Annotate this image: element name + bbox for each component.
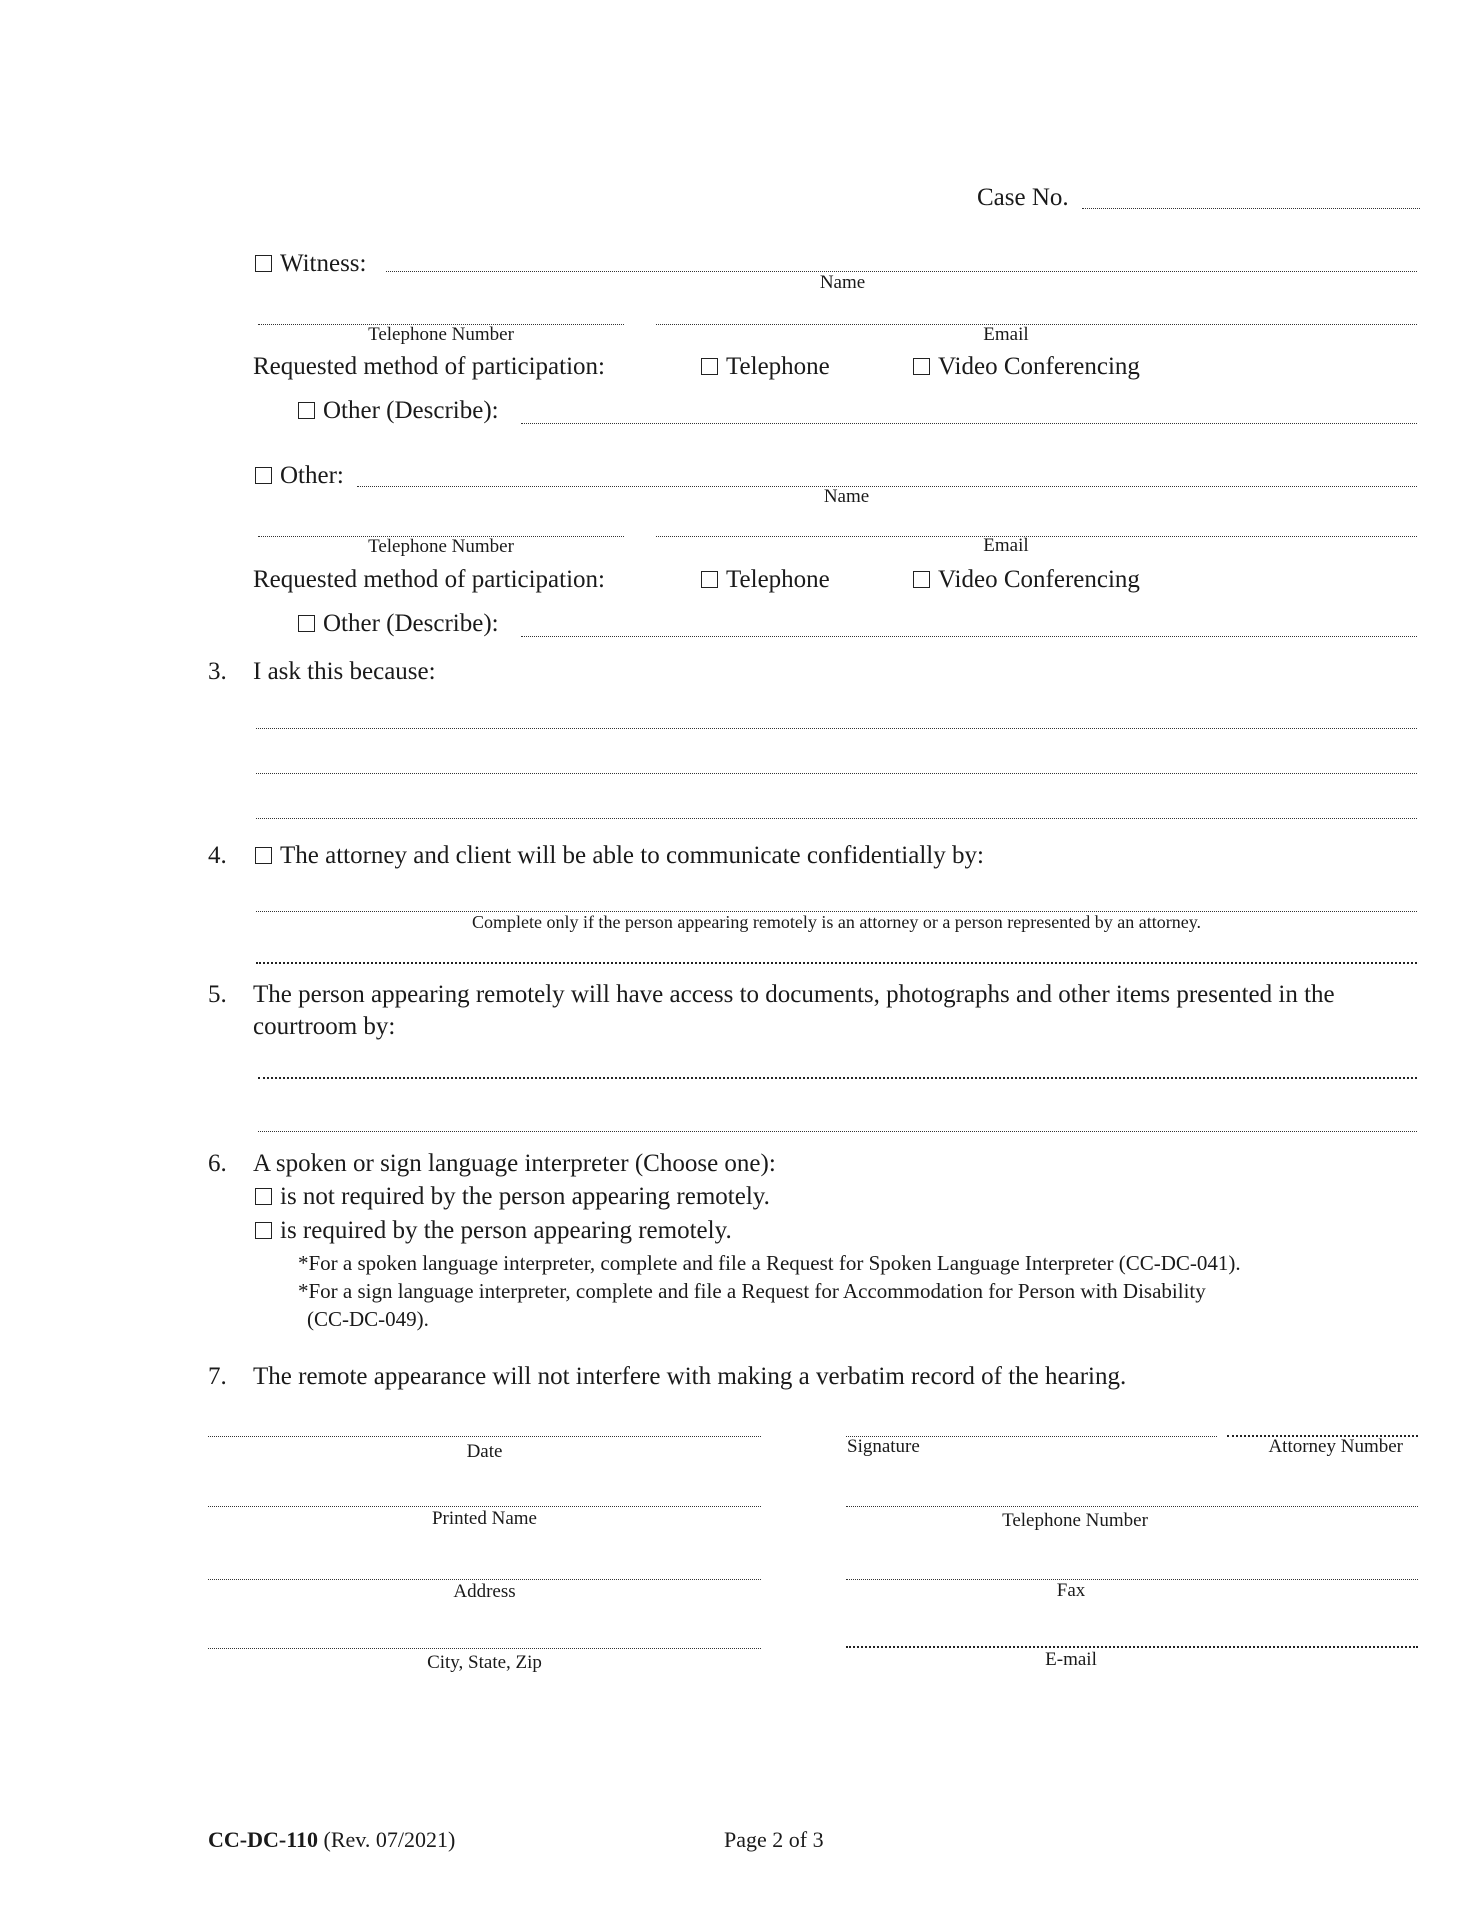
witness-video-checkbox[interactable]	[913, 358, 930, 375]
page-number: Page 2 of 3	[724, 1827, 824, 1852]
item3-number: 3.	[208, 658, 227, 685]
witness-other-describe-option[interactable]: Other (Describe):	[298, 396, 499, 426]
item6-required-checkbox[interactable]	[255, 1222, 272, 1239]
other-other-describe-option[interactable]: Other (Describe):	[298, 609, 499, 639]
item3-line-1[interactable]	[256, 728, 1417, 729]
witness-other-describe-checkbox[interactable]	[298, 402, 315, 419]
form-id-footer	[208, 1826, 455, 1854]
witness-telephone-caption: Telephone Number	[368, 324, 514, 345]
address-caption: Address	[453, 1581, 516, 1602]
printed-name-caption: Printed Name	[431, 1508, 537, 1529]
other-name-caption: Name	[823, 486, 870, 507]
item6-note1: *For a spoken language interpreter, complete and file a Request for Spoken Language Interpreter (CC-DC-041).	[298, 1251, 1241, 1275]
address-field[interactable]	[208, 1579, 761, 1580]
item6-option-required[interactable]: is required by the person appearing remotely.	[255, 1216, 732, 1246]
item5-line-2[interactable]	[258, 1131, 1417, 1132]
witness-telephone-checkbox[interactable]	[701, 358, 718, 375]
item7-number: 7.	[208, 1363, 227, 1390]
item5-line2: courtroom by:	[253, 1013, 396, 1040]
witness-other-describe-field[interactable]	[521, 423, 1417, 424]
witness-checkbox-row[interactable]	[255, 249, 367, 279]
other-video-checkbox[interactable]	[913, 571, 930, 588]
email-field[interactable]	[846, 1646, 1418, 1648]
attorney-number-caption: Attorney Number	[1268, 1436, 1403, 1457]
witness-video-option[interactable]: Video Conferencing	[913, 352, 1140, 382]
item5-line1: The person appearing remotely will have access to documents, photographs and other items presented in the	[253, 981, 1335, 1008]
witness-label: Witness:	[280, 250, 367, 277]
item5-line-1[interactable]	[258, 1077, 1417, 1079]
witness-checkbox[interactable]	[255, 255, 272, 272]
item4-note: Complete only if the person appearing remotely is an attorney or a person represented by an attorney.	[471, 912, 1202, 932]
witness-method-label: Requested method of participation:	[253, 353, 605, 380]
printed-name-field[interactable]	[208, 1506, 761, 1507]
item6-text: A spoken or sign language interpreter (Choose one):	[253, 1150, 776, 1177]
form-revision: (Rev. 07/2021)	[323, 1827, 456, 1852]
item4-checkbox[interactable]	[255, 847, 272, 864]
city-state-zip-field[interactable]	[208, 1648, 761, 1649]
other-checkbox-row[interactable]	[255, 461, 344, 491]
item6-note3: (CC-DC-049).	[307, 1307, 429, 1331]
other-telephone-checkbox[interactable]	[701, 571, 718, 588]
item3-line-3[interactable]	[256, 818, 1417, 819]
item4-number: 4.	[208, 842, 227, 869]
item4-line-2[interactable]	[256, 962, 1417, 964]
other-telephone-caption: Telephone Number	[368, 536, 514, 557]
other-label: Other:	[280, 462, 344, 489]
other-other-describe-field[interactable]	[521, 636, 1417, 637]
form-id: CC-DC-110	[208, 1827, 318, 1852]
date-caption: Date	[466, 1441, 503, 1462]
witness-email-caption: Email	[983, 324, 1029, 345]
other-video-option[interactable]: Video Conferencing	[913, 565, 1140, 595]
email-caption: E-mail	[1045, 1649, 1097, 1670]
telephone-number-field[interactable]	[846, 1506, 1418, 1507]
item3-text: I ask this because:	[253, 658, 436, 685]
date-field[interactable]	[208, 1436, 761, 1437]
other-email-caption: Email	[983, 535, 1029, 556]
case-no-field[interactable]	[1082, 208, 1420, 209]
item7-text: The remote appearance will not interfere with making a verbatim record of the hearing.	[253, 1363, 1127, 1390]
item4-row[interactable]	[255, 841, 984, 871]
item6-option-not-required[interactable]: is not required by the person appearing remotely.	[255, 1182, 770, 1212]
item5-number: 5.	[208, 981, 227, 1008]
item6-note2: *For a sign language interpreter, complete and file a Request for Accommodation for Person with Disability	[298, 1279, 1206, 1303]
item3-line-2[interactable]	[256, 773, 1417, 774]
other-telephone-option[interactable]: Telephone	[701, 565, 830, 595]
other-method-label: Requested method of participation:	[253, 566, 605, 593]
item6-not-required-checkbox[interactable]	[255, 1188, 272, 1205]
item6-number: 6.	[208, 1150, 227, 1177]
other-other-describe-checkbox[interactable]	[298, 615, 315, 632]
case-no-label: Case No.	[977, 184, 1069, 211]
signature-caption: Signature	[847, 1436, 920, 1457]
item4-text: The attorney and client will be able to communicate confidentially by:	[280, 842, 984, 869]
telephone-number-caption: Telephone Number	[1002, 1510, 1148, 1531]
witness-telephone-option[interactable]: Telephone	[701, 352, 830, 382]
other-checkbox[interactable]	[255, 467, 272, 484]
city-state-zip-caption: City, State, Zip	[427, 1652, 542, 1673]
fax-caption: Fax	[1056, 1580, 1086, 1601]
witness-name-caption: Name	[819, 272, 866, 293]
